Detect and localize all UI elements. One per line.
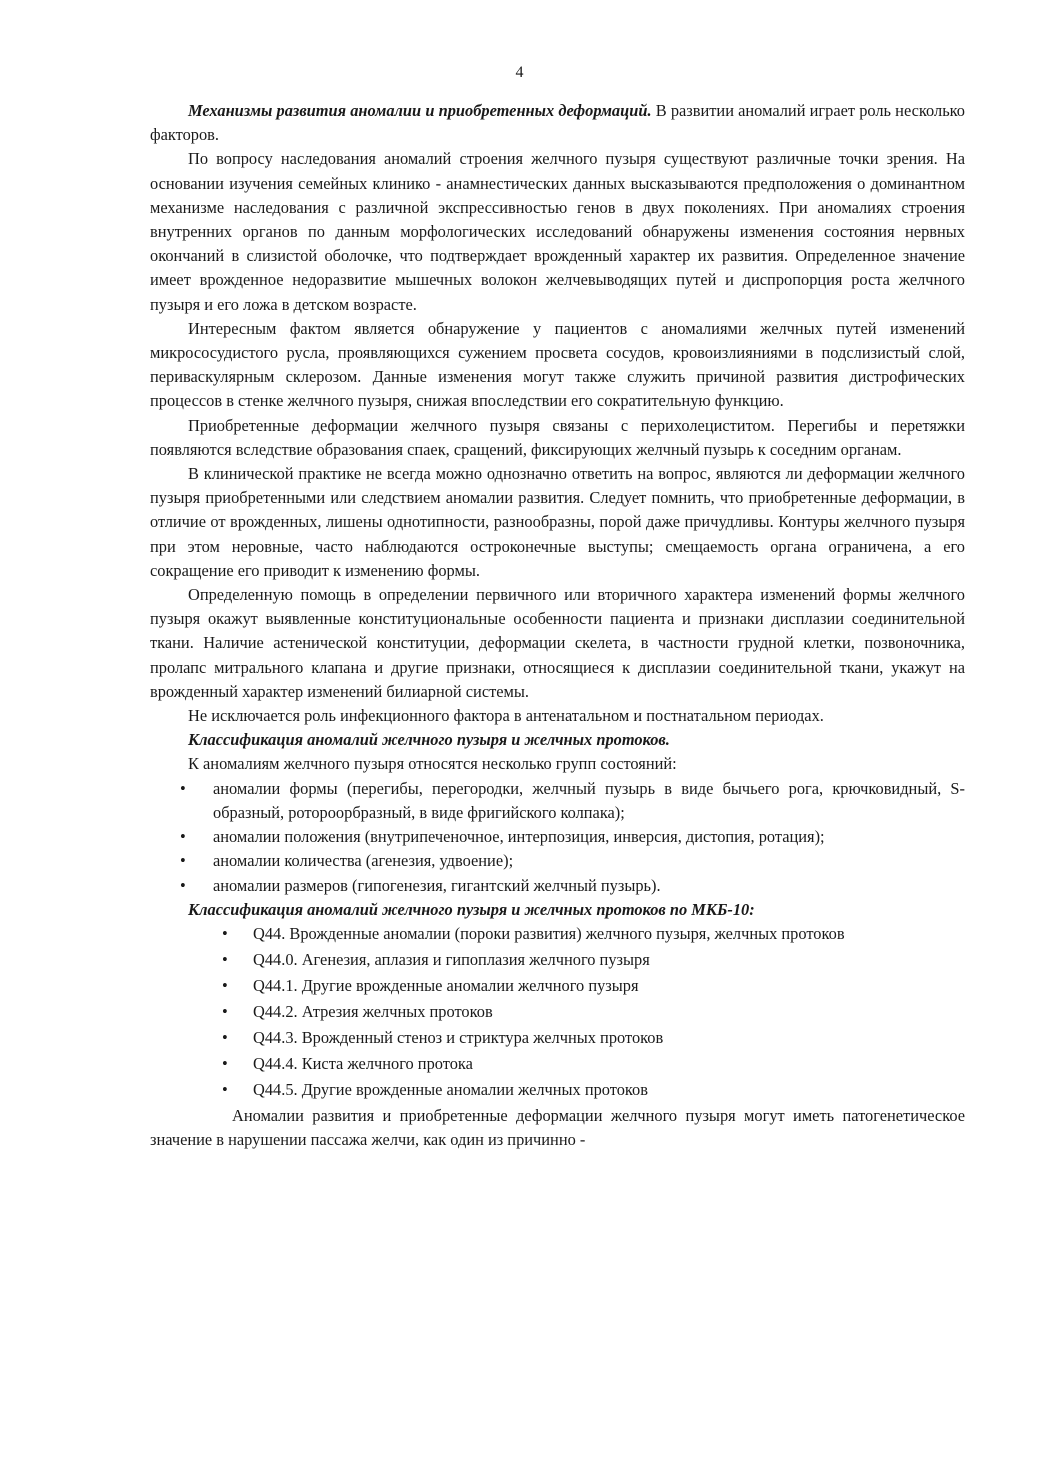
list-item: • Q44. Врожденные аномалии (пороки развития) желчного пузыря, желчных протоков: [150, 922, 965, 946]
paragraph-heredity: По вопросу наследования аномалий строения желчного пузыря существуют различные точки зрения. На основании изучения семейных клинико - анамнестических данных высказываются предположения о доминантном механизме наследования с различной экспрессивностью генов в двух поколениях. При аномалиях строения внутренних органов по данным морфологических исследований обнаружены изменения состояния нервных окончаний в слизистой оболочке, что подтверждает врожденный характер их развития. Определенное значение имеет врожденное недоразвитие мышечных волокон желчевыводящих путей и диспропорция роста желчного пузыря и его ложа в детском возрасте.: [150, 149, 965, 314]
paragraph-final: Аномалии развития и приобретенные деформации желчного пузыря могут иметь патогенетическое значение в нарушении пассажа желчи, как один из причинно -: [150, 1105, 965, 1150]
paragraph-infection: Не исключается роль инфекционного фактора в антенатальном и постнатальном периодах.: [188, 706, 824, 726]
anomaly-groups-list: [150, 777, 965, 898]
list-item: • Q44.3. Врожденный стеноз и стриктура желчных протоков: [150, 1026, 965, 1050]
icd10-list: [150, 922, 965, 1102]
paragraph-microvascular: Интересным фактом является обнаружение у пациентов с аномалиями желчных путей изменений микрососудистого русла, проявляющихся сужением просвета сосудов, кровоизлияниями в подслизистый слой, периваскулярным склерозом. Данные изменения могут также служить причиной развития дистрофических процессов в стенке желчного пузыря, снижая впоследствии его сократительную функцию.: [150, 318, 965, 411]
classification-intro: К аномалиям желчного пузыря относятся несколько групп состояний:: [188, 754, 677, 774]
list-item: • аномалии положения (внутрипеченочное, интерпозиция, инверсия, дистопия, ротация);: [150, 825, 965, 849]
heading-classification: Классификация аномалий желчного пузыря и желчных протоков.: [188, 730, 670, 750]
list-item: • аномалии формы (перегибы, перегородки, желчный пузырь в виде бычьего рога, крючковидный, S-образный, ротороорбразный, в виде фригийского колпака);: [150, 777, 965, 825]
paragraph-mechanisms-text: В развитии аномалий играет роль несколько факторов.: [150, 101, 965, 145]
paragraph-acquired: Приобретенные деформации желчного пузыря связаны с перихолециститом. Перегибы и перетяжки появляются вследствие образования спаек, сращений, фиксирующих желчный пузырь к соседним органам.: [150, 415, 965, 459]
heading-icd10: Классификация аномалий желчного пузыря и желчных протоков по МКБ-10:: [188, 899, 755, 919]
heading-mechanisms: Механизмы развития аномалии и приобретенных деформаций.: [188, 101, 652, 120]
paragraph-mechanisms: [150, 99, 965, 147]
list-item: • Q44.0. Агенезия, аплазия и гипоплазия желчного пузыря: [150, 948, 965, 972]
list-item: • Q44.4. Киста желчного протока: [150, 1052, 965, 1076]
list-item: • Q44.1. Другие врожденные аномалии желчного пузыря: [150, 974, 965, 998]
list-item: • Q44.2. Атрезия желчных протоков: [150, 1000, 965, 1024]
list-item: • аномалии размеров (гипогенезия, гигантский желчный пузырь).: [150, 874, 965, 898]
page-content: [150, 99, 965, 1152]
list-item: • Q44.5. Другие врожденные аномалии желчных протоков: [150, 1078, 965, 1102]
page-number: 4: [515, 64, 524, 81]
paragraph-constitution: Определенную помощь в определении первичного или вторичного характера изменений формы желчного пузыря окажут выявленные конституциональные особенности пациента и признаки дисплазии соединительной ткани. Наличие астенической конституции, деформации скелета, в частности грудной клетки, позвоночника, пролапс митрального клапана и другие признаки, относящиеся к дисплазии соединительной ткани, укажут на врожденный характер изменений билиарной системы.: [150, 585, 965, 701]
paragraph-clinical: В клинической практике не всегда можно однозначно ответить на вопрос, являются ли деформации желчного пузыря приобретенными или следствием аномалии развития. Следует помнить, что приобретенные деформации, в отличие от врожденных, лишены однотипности, разнообразны, порой даже причудливы. Контуры желчного пузыря при этом неровные, часто наблюдаются остроконечные выступы; смещаемость органа ограничена, а его сокращение его приводит к изменению формы.: [150, 464, 965, 580]
list-item: • аномалии количества (агенезия, удвоение);: [150, 849, 965, 873]
